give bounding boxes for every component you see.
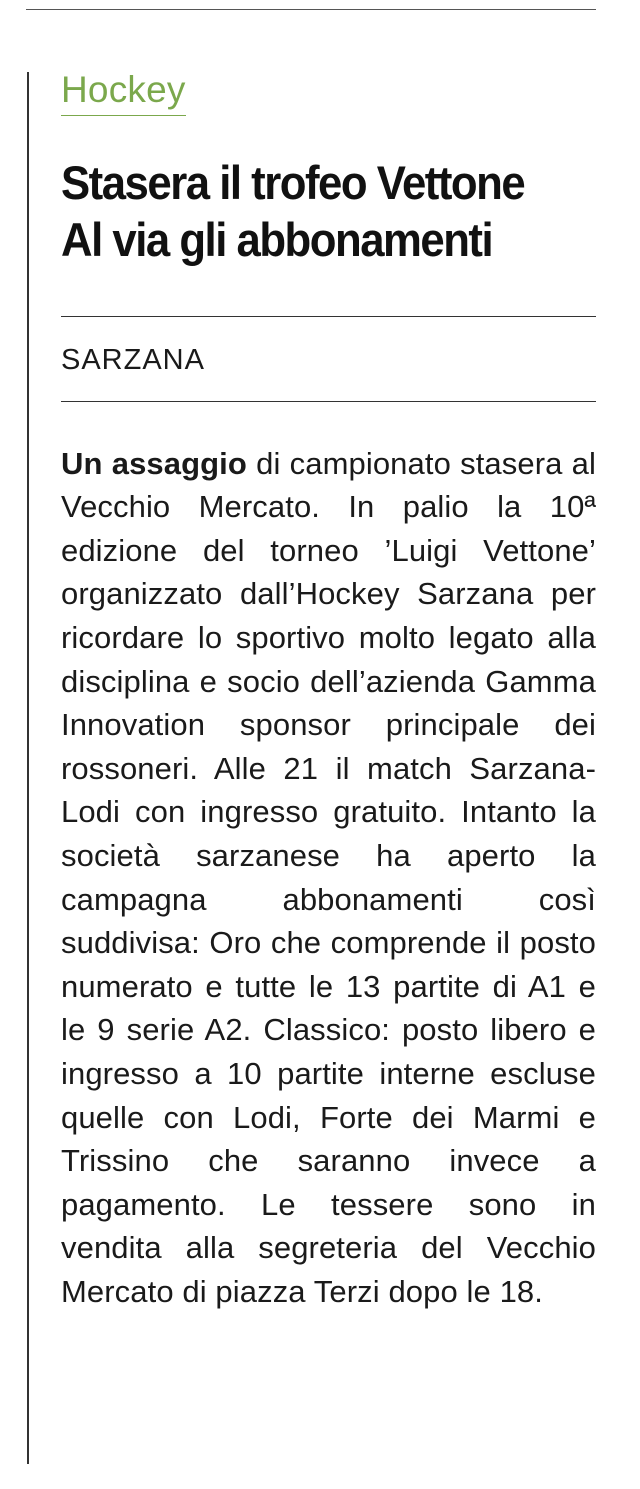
headline-line-1: Stasera il trofeo Vettone	[61, 155, 525, 209]
dateline: SARZANA	[61, 343, 205, 376]
article-body	[61, 442, 596, 1314]
divider-bottom	[61, 401, 596, 402]
article	[61, 70, 596, 1345]
article-text: di campionato stasera al Vecchio Mercato. In palio la 10ª edizione del torneo ’Luigi Vettone’ organizzato dall’Hockey Sarzana per ricordare lo sportivo molto legato alla disciplina e socio dell’azienda Gamma Innovation sponsor principale dei rossoneri. Alle 21 il match Sarzana-Lodi con ingresso gratuito. Intanto la società sarzanese ha aperto la campagna abbonamenti così suddivisa: Oro che comprende il posto numerato e tutte le 13 partite di A1 e le 9 serie A2. Classico: posto libero e ingresso a 10 partite interne escluse quelle con Lodi, Forte dei Marmi e Trissino che saranno invece a pagamento. Le tessere sono in vendita alla segreteria del Vecchio Mercato di piazza Terzi dopo le 18.	[61, 445, 597, 1309]
article-lead: Un assaggio	[61, 445, 247, 481]
column-rule	[27, 72, 29, 1464]
section-label: Hockey	[61, 70, 186, 116]
headline	[61, 154, 596, 268]
headline-line-2: Al via gli abbonamenti	[61, 212, 493, 266]
top-rule	[26, 9, 596, 10]
